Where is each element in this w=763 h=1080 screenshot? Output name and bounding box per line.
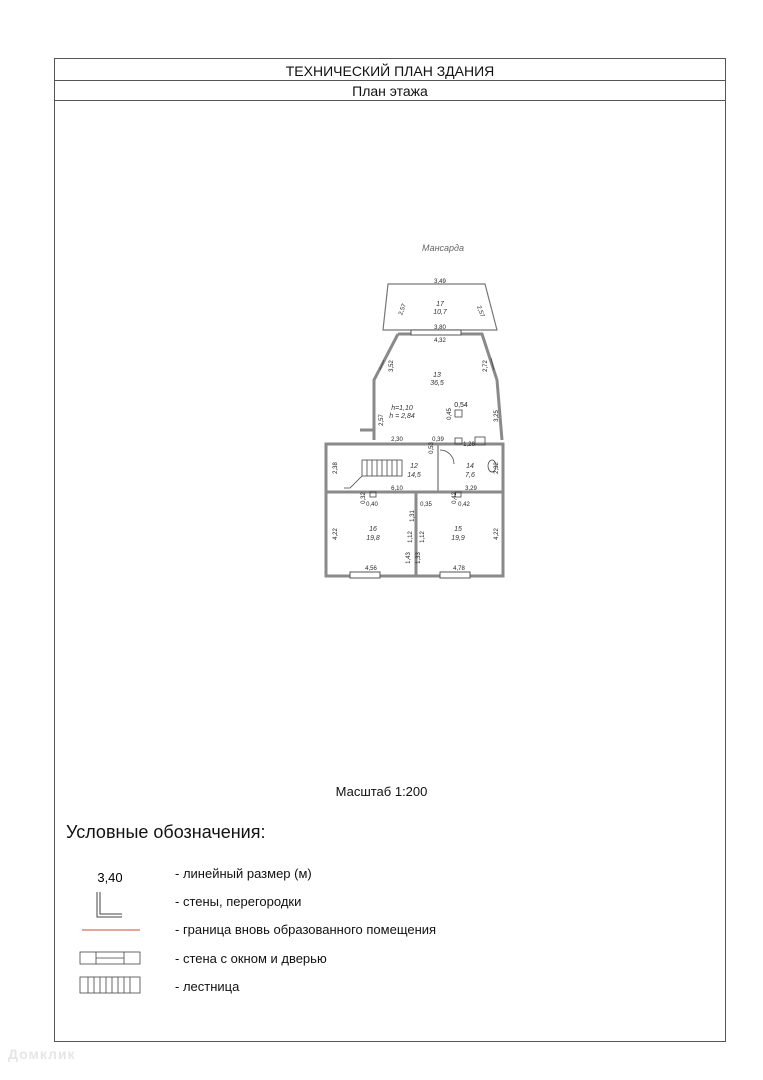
dim-352: 3,52	[389, 360, 395, 372]
room-15-area: 19,9	[451, 535, 465, 542]
room-13-area: 36,5	[430, 380, 444, 387]
stair-turn	[344, 476, 362, 488]
walls	[326, 284, 503, 576]
legend-stair-symbol	[80, 977, 140, 993]
dim-042-a: 0,42	[452, 492, 458, 504]
dim-133: 1,33	[416, 552, 422, 564]
wall-left-upper	[374, 334, 398, 440]
dim-422-a: 4,22	[333, 528, 339, 540]
dim-040: 0,40	[366, 502, 378, 508]
room-16-number: 16	[369, 526, 377, 533]
dim-126: 1,26	[463, 442, 475, 448]
height-note-2: h = 2,84	[389, 413, 415, 420]
scale-label: Масштаб 1:200	[335, 784, 428, 799]
legend-item-stairs: - лестница	[175, 979, 240, 994]
dim-325: 3,25	[494, 410, 500, 422]
window-room15	[440, 572, 470, 578]
dim-432: 4,32	[434, 338, 446, 344]
legend-symbols	[80, 870, 140, 993]
document-title: ТЕХНИЧЕСКИЙ ПЛАН ЗДАНИЯ	[55, 59, 725, 81]
dim-257-a: 2,57	[398, 303, 408, 317]
room-17-number: 17	[436, 301, 444, 308]
dim-131: 1,31	[410, 510, 416, 522]
dim-039: 0,39	[432, 437, 444, 443]
dim-456: 4,56	[365, 566, 377, 572]
dim-112-b: 1,12	[420, 531, 426, 543]
watermark-logo: Домклик	[8, 1046, 76, 1062]
dim-349: 3,49	[434, 279, 446, 285]
dim-380: 3,80	[434, 325, 446, 331]
dim-329: 3,29	[465, 486, 477, 492]
legend-item-window-door: - стена с окном и дверью	[175, 951, 327, 966]
dim-238: 2,38	[333, 462, 339, 474]
dim-054: 0,54	[454, 402, 468, 409]
legend-title: Условные обозначения:	[66, 822, 266, 842]
window-room16	[350, 572, 380, 578]
dim-230: 2,30	[391, 437, 403, 443]
dim-112-a: 1,12	[408, 531, 414, 543]
legend-wall-symbol-inner	[100, 892, 122, 914]
dim-053: 0,53	[429, 442, 435, 454]
room-12-area: 14,5	[407, 472, 421, 479]
dim-232: 2,32	[494, 462, 500, 474]
height-note-1: h=1,10	[391, 405, 413, 412]
staircase	[344, 460, 402, 488]
dim-257-b: 2,57	[475, 305, 485, 319]
chimney	[455, 410, 462, 417]
legend-item-boundary: - граница вновь образованного помещения	[175, 922, 437, 937]
legend-item-walls: - стены, перегородки	[175, 894, 302, 909]
room-17-area: 10,7	[433, 309, 447, 316]
room-14-number: 14	[466, 463, 474, 470]
dim-042-b: 0,42	[458, 502, 470, 508]
room-12-number: 12	[410, 463, 418, 470]
legend-item-dimension: - линейный размер (м)	[175, 866, 312, 881]
document-subtitle: План этажа	[55, 81, 725, 101]
dim-272: 2,72	[483, 360, 489, 372]
floor-label: Мансарда	[421, 243, 465, 253]
dim-035: 0,35	[420, 502, 432, 508]
wall-right-upper	[398, 334, 502, 440]
dim-257-c: 2,57	[379, 414, 385, 426]
dim-045: 0,45	[447, 408, 453, 420]
legend-window-door-symbol	[80, 952, 140, 964]
room-14-area: 7,6	[465, 472, 475, 479]
legend-wall-symbol-outer	[97, 892, 122, 917]
room-15-number: 15	[454, 526, 462, 533]
dim-422-b: 4,22	[494, 528, 500, 540]
room-13-number: 13	[433, 372, 441, 379]
dim-478: 4,78	[453, 566, 465, 572]
dim-610: 6,10	[391, 486, 403, 492]
room-16-area: 19,8	[366, 535, 380, 542]
door-swing	[440, 450, 454, 464]
dim-143: 1,43	[406, 552, 412, 564]
legend-sample-value: 3,40	[97, 870, 123, 885]
dim-032: 0,32	[361, 492, 367, 504]
